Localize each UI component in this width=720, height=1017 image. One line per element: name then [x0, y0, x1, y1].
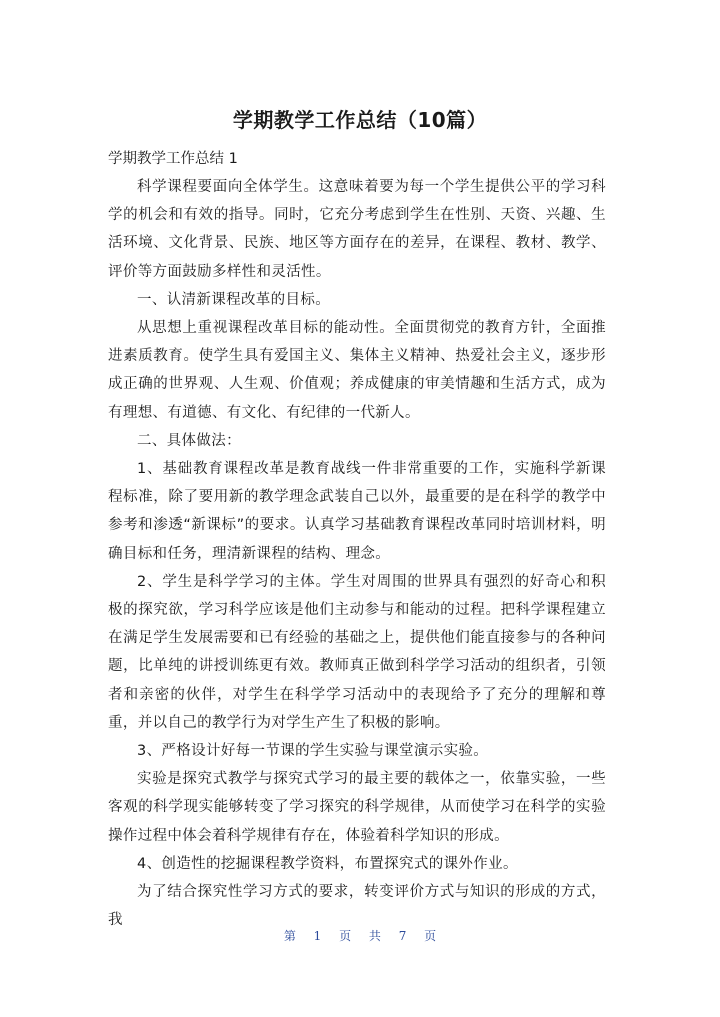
paragraph: 4、创造性的挖掘课程教学资料，布置探究式的课外作业。	[137, 855, 518, 872]
paragraph: 1、基础教育课程改革是教育战线一件非常重要的工作，实施科学新课程标准，除了要用新的教学理念武装自己以外，最重要的是在科学的教学中参考和渗透“新课标”的要求。认真学习基础教育课程改革同时培训材料，明确目标和任务，理清新课程的结构、理念。	[108, 461, 606, 562]
paragraph: 3、严格设计好每一节课的学生实验与课堂演示实验。	[137, 743, 489, 760]
document-title: 学期教学工作总结（10篇）	[232, 108, 488, 132]
paragraph: 科学课程要面向全体学生。这意味着要为每一个学生提供公平的学习科学的机会和有效的指导。同时，它充分考虑到学生在性别、天资、兴趣、生活环境、文化背景、民族、地区等方面存在的差异，在课程、教材、教学、评价等方面鼓励多样性和灵活性。	[108, 179, 606, 280]
paragraph: 实验是探究式教学与探究式学习的最主要的载体之一，依靠实验，一些客观的科学现实能够转变了学习探究的科学规律，从而使学习在科学的实验操作过程中体会着科学规律有存在，体验着科学知识的形成。	[108, 771, 606, 844]
section-subtitle: 学期教学工作总结 1	[108, 151, 238, 167]
paragraph: 一、认清新课程改革的目标。	[137, 291, 331, 308]
page-footer	[0, 926, 720, 946]
paragraph: 为了结合探究性学习方式的要求，转变评价方式与知识的形成的方式，我	[108, 884, 606, 929]
document-body	[108, 173, 606, 934]
paragraph: 二、具体做法：	[137, 432, 241, 449]
paragraph: 从思想上重视课程改革目标的能动性。全面贯彻党的教育方针，全面推进素质教育。使学生具有爱国主义、集体主义精神、热爱社会主义，逐步形成正确的世界观、人生观、价值观；养成健康的审美情趣和生活方式，成为有理想、有道德、有文化、有纪律的一代新人。	[108, 320, 606, 421]
paragraph: 2、学生是科学学习的主体。学生对周围的世界具有强烈的好奇心和积极的探究欲，学习科学应该是他们主动参与和能动的过程。把科学课程建立在满足学生发展需要和已有经验的基础之上，提供他们能直接参与的各种问题，比单纯的讲授训练更有效。教师真正做到科学学习活动的组织者，引领者和亲密的伙伴，对学生在科学学习活动中的表现给予了充分的理解和尊重，并以自己的教学行为对学生产生了积极的影响。	[108, 573, 606, 731]
page-number-label: 第 1 页 共 7 页	[283, 929, 437, 943]
